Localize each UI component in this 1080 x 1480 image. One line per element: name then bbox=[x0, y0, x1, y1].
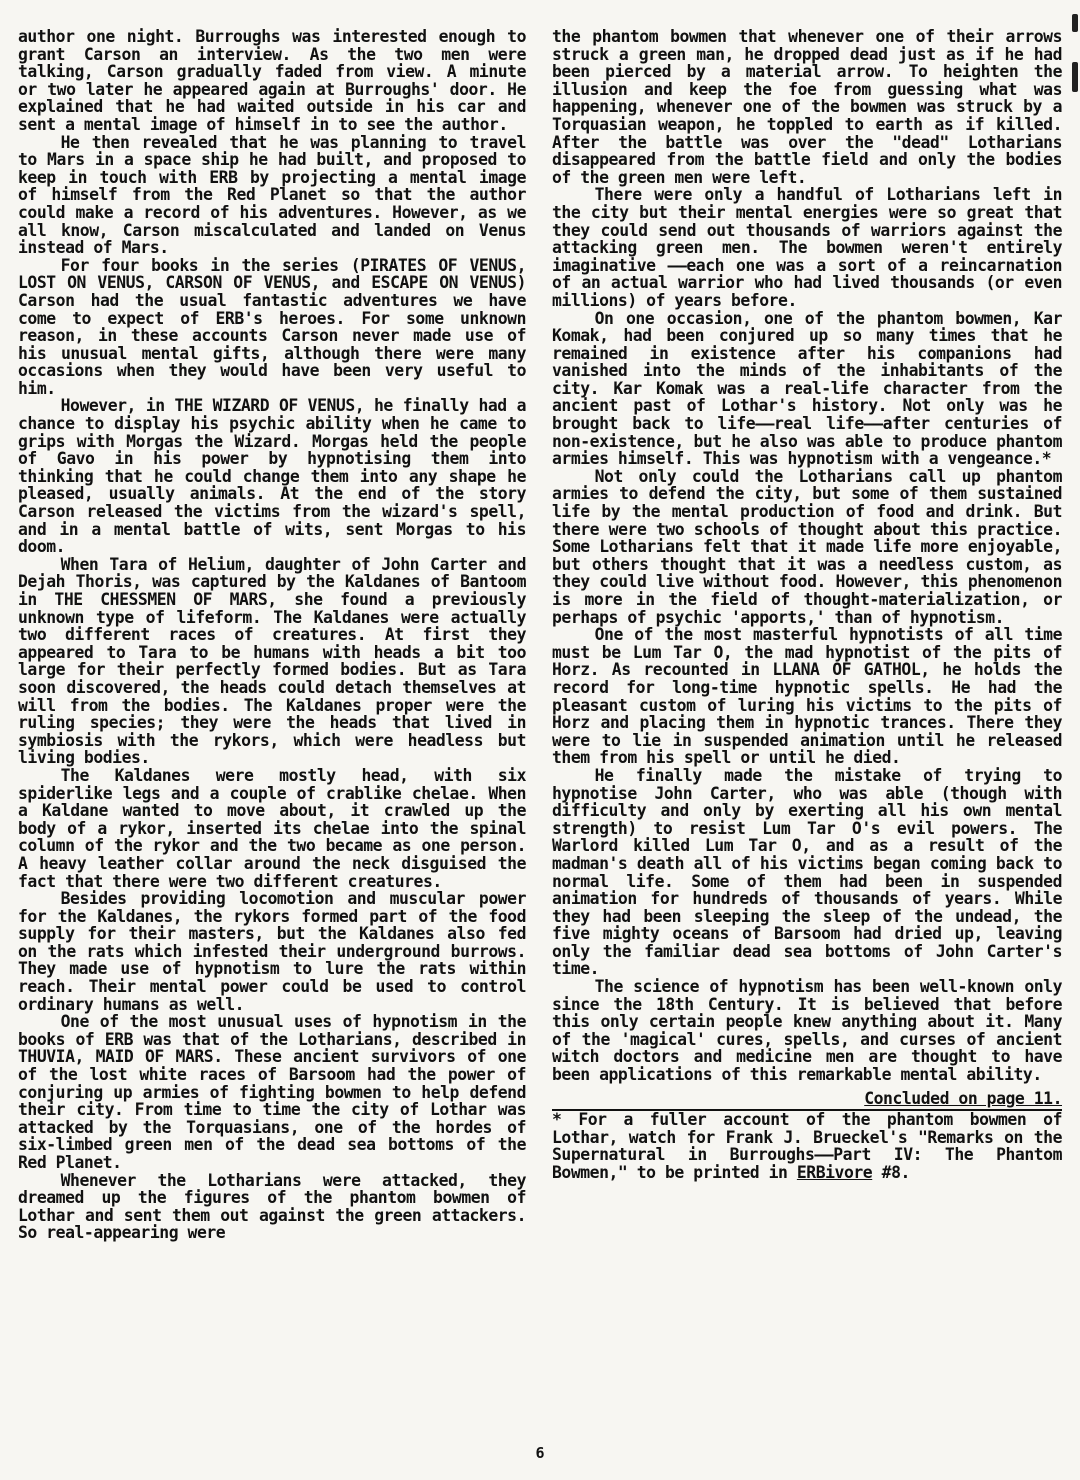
continuation-note: Concluded on page 11. bbox=[864, 1088, 1062, 1108]
footnote-text: * For a fuller account of the phantom bowmen of Lothar, watch for Frank J. Brueckel's "Remarks on the Supernatural in Burroughs——Part IV: The Phantom Bowmen," to be printed in bbox=[552, 1110, 1062, 1182]
footnote-publication: ERBivore bbox=[796, 1163, 873, 1182]
footnote bbox=[552, 1111, 1062, 1181]
footnote-tail: #8. bbox=[872, 1163, 910, 1182]
binding-edge-mark bbox=[1072, 14, 1078, 32]
paragraph: However, in THE WIZARD OF VENUS, he finally had a chance to display his psychic ability when he came to grips with Morgas the Wizard. Morgas held the people of Gavo in his power by hypnotising them into thinking that he could change them into any shape he pleased, usually animals. At the end of the story Carson released the victims from the wizard's spell, and in a mental battle of wits, sent Morgas to his doom. bbox=[18, 396, 526, 557]
left-column bbox=[18, 28, 526, 1242]
page-number: 6 bbox=[535, 1444, 545, 1462]
paragraph: The science of hypnotism has been well-known only since the 18th Century. It is believed that before this only certain people knew anything about it. Many of the 'magical' cures, spells, and curses of ancient witch doctors and medicine men are thought to have been applications of this remarkable mental ability. bbox=[552, 977, 1062, 1085]
paragraph: Besides providing locomotion and muscular power for the Kaldanes, the rykors formed part of the food supply for their masters, but the Kaldanes also fed on the rats which infested their underground burrows. They made use of hypnotism to lure the rats within reach. Their mental power could be used to control ordinary humans as well. bbox=[18, 889, 526, 1014]
paragraph: Whenever the Lotharians were attacked, they dreamed up the figures of the phantom bowmen of Lothar and sent them out against the green attackers. So real-appearing were bbox=[18, 1170, 526, 1243]
paragraph: author one night. Burroughs was interested enough to grant Carson an interview. As the two men were talking, Carson gradually faded from view. A minute or two later he appeared again at Burroughs' door. He explained that he had waited outside in his car and sent a mental image of himself in to see the author. bbox=[18, 27, 526, 134]
paragraph: For four books in the series (PIRATES OF VENUS, LOST ON VENUS, CARSON OF VENUS, and ESCAPE ON VENUS) Carson had the usual fantastic adventures we have come to expect of ERB's heroes. For some unknown reason, in these accounts Carson never made use of his unusual mental gifts, although there were many occasions when they would have been very useful to him. bbox=[18, 255, 526, 398]
paragraph: Not only could the Lotharians call up phantom armies to defend the city, but some of them sustained life by the mental production of food and drink. But there were two schools of thought about this practice. Some Lotharians felt that it made life more enjoyable, but others thought that it was a needless custom, as they could live without food. However, this phenomenon is more in the field of thought-materialization, or perhaps of psychic 'apports,' than of hypnotism. bbox=[552, 466, 1062, 627]
paragraph: The Kaldanes were mostly head, with six spiderlike legs and a couple of crablike chelae. When a Kaldane wanted to move about, it crawled up the body of a rykor, inserted its chelae into the spinal column of the rykor and the two became as one person. A heavy leather collar around the neck disguised the fact that there were two different creatures. bbox=[18, 765, 526, 891]
paragraph: There were only a handful of Lotharians left in the city but their mental energies were so great that they could send out thousands of warriors against the attacking green men. The bowmen weren't entirely imaginative ——each one was a sort of a reincarnation of an actual warrior who had lived thousands (or even millions) of years before. bbox=[552, 185, 1062, 310]
paragraph: He finally made the mistake of trying to hypnotise John Carter, who was able (though with difficulty and only by exerting all his own mental strength) to resist Lum Tar O's evil powers. The Warlord killed Lum Tar O, and as a result of the madman's death all of his victims began coming back to normal life. Some of them had been in suspended animation for hundreds of thousands of years. While they had been sleeping the sleep of the undead, the five mighty oceans of Barsoom had dried up, leaving only the familiar dead sea bottoms of John Carter's time. bbox=[552, 765, 1062, 979]
paragraph: One of the most masterful hypnotists of all time must be Lum Tar O, the mad hypnotist of the pits of Horz. As recounted in LLANA OF GATHOL, he holds the record for long-time hypnotic spells. He had the pleasant custom of luring his victims to the pits of Horz and placing them in hypnotic trances. There they were to lie in suspended animation until he released them from his spell or until he died. bbox=[552, 625, 1062, 768]
paragraph: On one occasion, one of the phantom bowmen, Kar Komak, had been conjured up so many times that he remained in existence after his companions had vanished into the minds of the inhabitants of the city. Kar Komak was a real-life character from the ancient past of Lothar's history. Not only was he brought back to life——real life——after centuries of non-existence, but he also was able to produce phantom armies himself. This was hypnotism with a vengeance.* bbox=[552, 308, 1062, 469]
right-column-body bbox=[552, 28, 1062, 1084]
paragraph: He then revealed that he was planning to travel to Mars in a space ship he had built, and proposed to keep in touch with ERB by projecting a mental image of himself from the Red Planet so that the author could make a record of his adventures. However, as we all know, Carson miscalculated and landed on Venus instead of Mars. bbox=[18, 132, 526, 258]
right-column bbox=[552, 28, 1062, 1182]
binding-edge-mark bbox=[1072, 62, 1078, 92]
paragraph: One of the most unusual uses of hypnotism in the books of ERB was that of the Lotharians, described in THUVIA, MAID OF MARS. These ancient survivors of one of the lost white races of Barsoom had the power of conjuring up armies of fighting bowmen to help defend their city. From time to time the city of Lothar was attacked by the Torquasians, one of the hordes of six-limbed green men of the dead sea bottoms of the Red Planet. bbox=[18, 1012, 526, 1172]
paragraph: When Tara of Helium, daughter of John Carter and Dejah Thoris, was captured by the Kaldanes of Bantoom in THE CHESSMEN OF MARS, she found a previously unknown type of lifeform. The Kaldanes were actually two different races of creatures. At first they appeared to Tara to be humans with heads a bit too large for their perfectly formed bodies. But as Tara soon discovered, the heads could detach themselves at will from the bodies. The Kaldanes proper were the ruling species; they were the heads that lived in symbiosis with the rykors, which were headless but living bodies. bbox=[18, 554, 526, 768]
paragraph: the phantom bowmen that whenever one of their arrows struck a green man, he dropped dead just as if he had been pierced by a material arrow. To heighten the illusion and keep the foe from guessing what was happening, whenever one of the bowmen was struck by a Torquasian weapon, he toppled to earth as if killed. After the battle was over the "dead" Lotharians disappeared from the battle field and only the bodies of the green men were left. bbox=[552, 27, 1062, 187]
